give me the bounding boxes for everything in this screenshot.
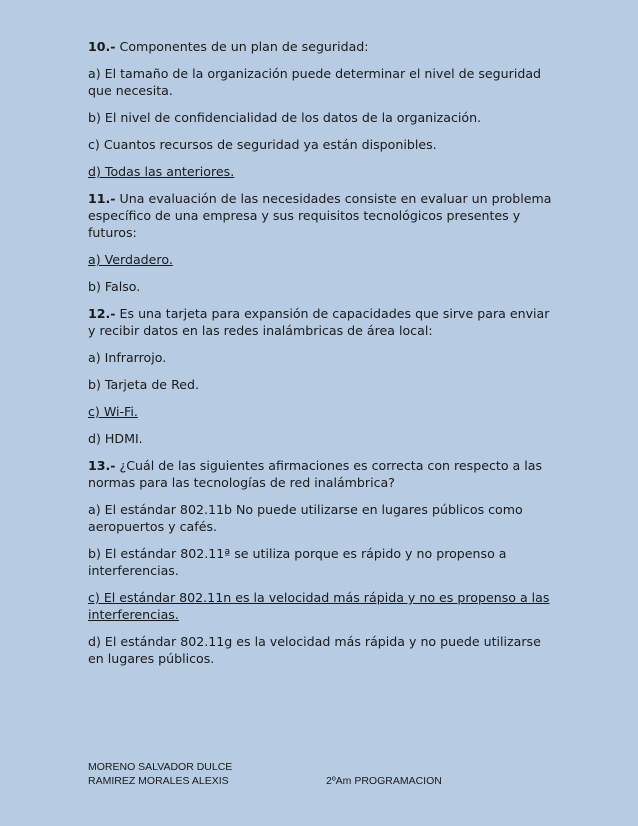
option-10-d-correct: d) Todas las anteriores.	[88, 164, 235, 179]
option-13-a: a) El estándar 802.11b No puede utilizarse en lugares públicos como aeropuertos y cafés.	[88, 502, 523, 534]
option-10-a: a) El tamaño de la organización puede determinar el nivel de seguridad que necesita.	[88, 66, 542, 98]
question-12	[88, 305, 558, 339]
footer-group: 2ºAm PROGRAMACION	[326, 775, 442, 787]
page-footer	[88, 760, 558, 788]
option-11-b: b) Falso.	[88, 279, 141, 294]
footer-author-2: RAMIREZ MORALES ALEXIS	[88, 775, 229, 787]
question-number: 12.-	[88, 306, 116, 321]
option-13-d: d) El estándar 802.11g es la velocidad más rápida y no puede utilizarse en lugares públicos.	[88, 634, 541, 666]
question-list	[88, 38, 558, 677]
question-13	[88, 457, 558, 491]
option-10-b: b) El nivel de confidencialidad de los datos de la organización.	[88, 110, 482, 125]
question-10	[88, 38, 558, 55]
option-10-c: c) Cuantos recursos de seguridad ya están disponibles.	[88, 137, 437, 152]
question-text: ¿Cuál de las siguientes afirmaciones es correcta con respecto a las normas para las tecnologías de red inalámbrica?	[88, 458, 543, 490]
option-12-b: b) Tarjeta de Red.	[88, 377, 199, 392]
question-number: 10.-	[88, 39, 116, 54]
option-12-d: d) HDMI.	[88, 431, 143, 446]
option-12-c-correct: c) Wi-Fi.	[88, 404, 138, 419]
question-number: 11.-	[88, 191, 116, 206]
footer-row	[88, 774, 558, 788]
question-text: Componentes de un plan de seguridad:	[115, 39, 369, 54]
option-13-b: b) El estándar 802.11ª se utiliza porque es rápido y no propenso a interferencias.	[88, 546, 507, 578]
question-text: Es una tarjeta para expansión de capacidades que sirve para enviar y recibir datos en las redes inalámbricas de área local:	[88, 306, 550, 338]
option-12-a: a) Infrarrojo.	[88, 350, 167, 365]
question-text: Una evaluación de las necesidades consiste en evaluar un problema específico de una empresa y sus requisitos tecnológicos presentes y futuros:	[88, 191, 552, 240]
footer-author-1: MORENO SALVADOR DULCE	[88, 761, 233, 773]
question-11	[88, 190, 558, 241]
question-number: 13.-	[88, 458, 116, 473]
option-11-a-correct: a) Verdadero.	[88, 252, 173, 267]
option-13-c-correct: c) El estándar 802.11n es la velocidad más rápida y no es propenso a las interferencias.	[88, 590, 550, 622]
